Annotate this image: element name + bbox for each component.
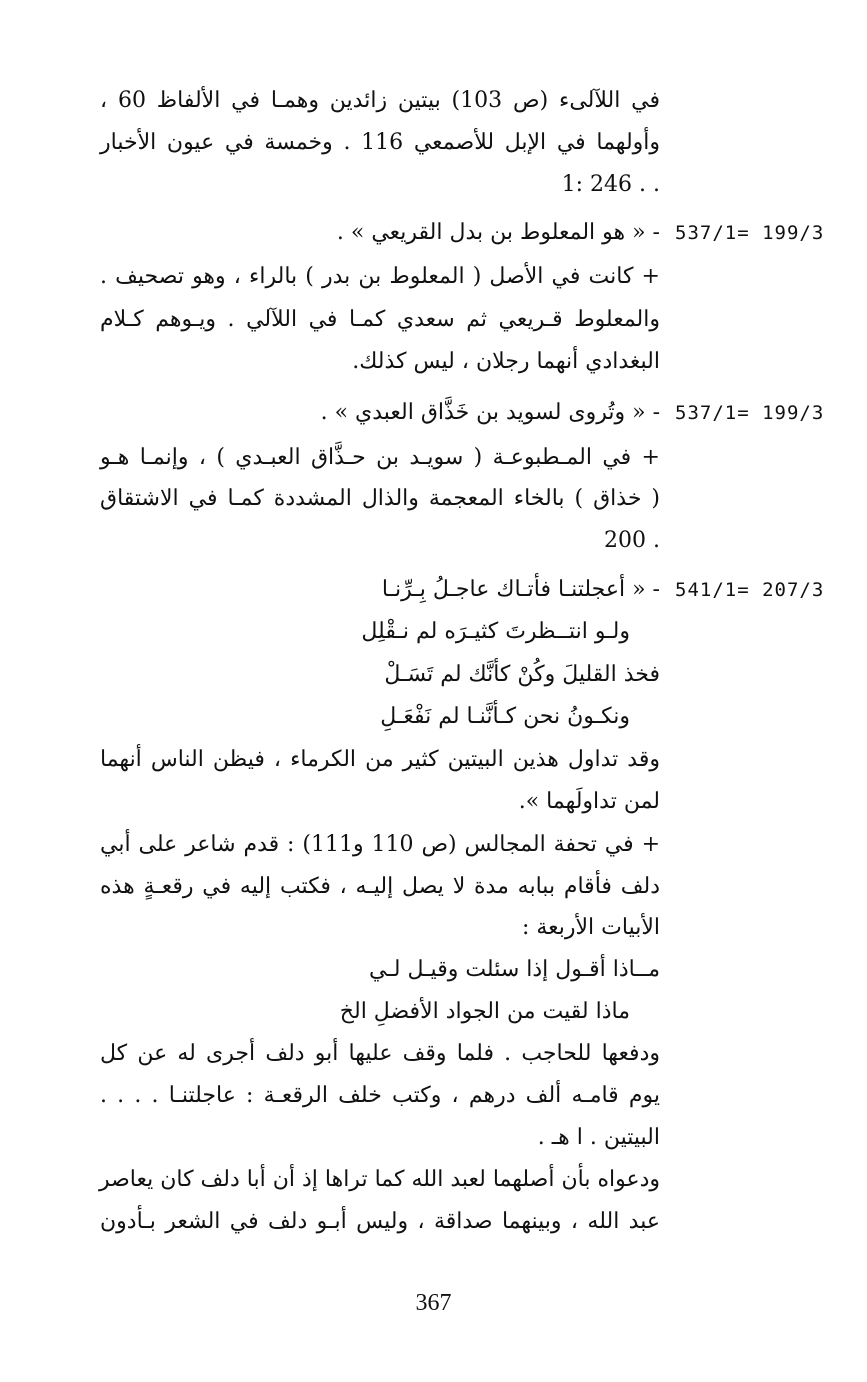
- text-line: والمعلوط قـريعي ثم سعدي كمـا في اللآلي . ويـوهم كـلام: [100, 307, 660, 332]
- text-line: في اللآلىء (ص 103) بيتين زائدين وهمـا في الألفاظ 60 ،: [100, 88, 661, 113]
- text-line: + كانت في الأصل ( المعلوط بن بدر ) بالراء ، وهو تصحيف .: [100, 264, 660, 289]
- text-line: . . 246 :1: [561, 172, 660, 197]
- footnote-reference: 537/1= 199/3: [675, 222, 825, 244]
- quote-line: - « أعجلتنـا فأتـاك عاجـلُ بِـرِّنـا: [381, 577, 660, 602]
- text-line: البيتين . ا هـ .: [537, 1125, 660, 1150]
- text-line: وقد تداول هذين البيتين كثير من الكرماء ، فيظن الناس أنهما: [100, 747, 660, 772]
- text-line: + في المـطبوعـة ( سويـد بن حـذَّاق العبـدي ) ، وإنمـا هـو: [100, 445, 660, 470]
- page-number: 367: [415, 1290, 452, 1316]
- verse-line: ونكـونُ نحن كـأنَّنـا لم نَفْعَـلِ: [380, 704, 630, 729]
- verse-line: مــاذا أقـول إذا سئلت وقيـل لـي: [368, 957, 660, 982]
- footnote-reference: 541/1= 207/3: [675, 579, 825, 601]
- text-line: ودفعها للحاجب . فلما وقف عليها أبو دلف أجرى له عن كل: [100, 1041, 660, 1066]
- verse-line: فخذ القليلَ وكُنْ كأنَّك لم تَسَـلْ: [384, 662, 660, 687]
- verse-line: ولـو انتــظرتَ كثيـرَه لم نـقْلِل: [361, 619, 630, 644]
- text-line: دلف فأقام ببابه مدة لا يصل إليـه ، فكتب إليه في رقعـةٍ هذه: [100, 874, 660, 899]
- text-line: + في تحفة المجالس (ص 110 و111) : قدم شاعر على أبي: [100, 832, 661, 857]
- quote-line: - « وتُروى لسويد بن خَذَّاق العبدي » .: [320, 400, 660, 425]
- text-line: . 200: [604, 528, 660, 553]
- verse-line: ماذا لقيت من الجواد الأفضلِ الخ: [339, 999, 630, 1024]
- text-line: عبد الله ، وبينهما صداقة ، وليس أبـو دلف في الشعر بـأدون: [100, 1209, 660, 1234]
- text-line: ودعواه بأن أصلهما لعبد الله كما تراها إذ أن أبا دلف كان يعاصر: [98, 1167, 660, 1192]
- text-line: ( خذاق ) بالخاء المعجمة والذال المشددة كمـا في الاشتقاق: [100, 486, 660, 511]
- text-line: وأولهما في الإبل للأصمعي 116 . وخمسة في عيون الأخبار: [100, 130, 661, 155]
- quote-line: - « هو المعلوط بن بدل القريعي » .: [336, 220, 660, 245]
- text-line: لمن تداولَهما ».: [518, 789, 660, 814]
- text-line: البغدادي أنهما رجلان ، ليس كذلك.: [352, 349, 660, 374]
- text-line: يوم قامـه ألف درهم ، وكتب خلف الرقعـة : عاجلتنـا . . . .: [100, 1083, 660, 1108]
- text-line: الأبيات الأربعة :: [521, 915, 660, 940]
- footnote-reference: 537/1= 199/3: [675, 402, 825, 424]
